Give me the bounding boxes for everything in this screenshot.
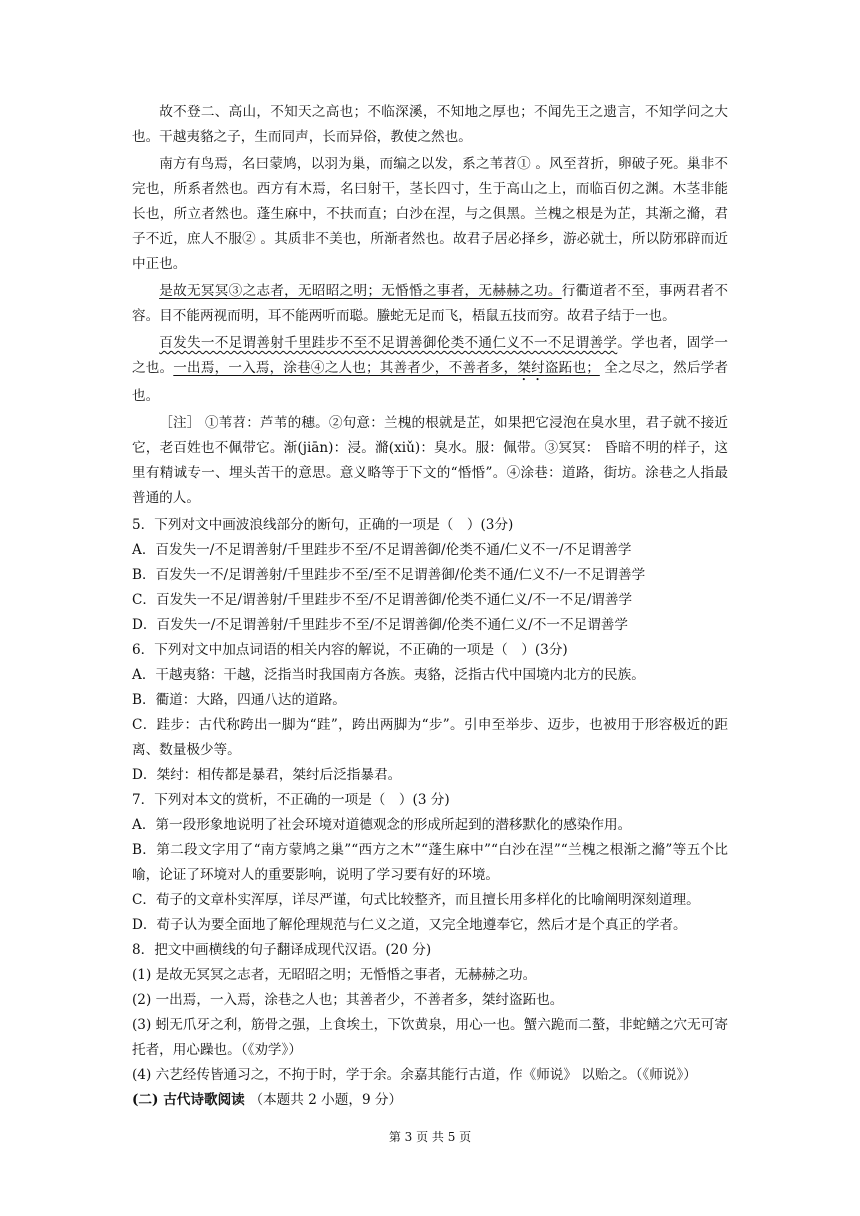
paragraph-3: [132, 279, 728, 329]
question-5-option-b: B．百发失一不/足谓善射/千里跬步不至/至不足谓善御/伦类不通/仁义不/一不足谓善学: [132, 567, 646, 583]
question-5-option-c: C．百发失一不足/谓善射/千里跬步不至/不足谓善御/伦类不通仁义/不一不足/谓善学: [132, 592, 633, 608]
paragraph-4-mid: 。学也者，固学一之也。: [132, 335, 729, 376]
underlined-sentence-2a: 一出焉，一入焉，涂巷④之人也；其善者少，不善者多，: [173, 360, 518, 376]
question-6-option-b: B．衢道：大路，四通八达的道路。: [132, 692, 346, 708]
section-note: （本题共 2 小题，9 分）: [249, 1092, 403, 1108]
page-content: [132, 100, 728, 1113]
section-title: (二) 古代诗歌阅读: [132, 1092, 245, 1108]
question-8-item-4: (4) 六艺经传皆通习之，不拘于时，学于余。余嘉其能行古道，作《师说》 以贻之。（《师说》）: [132, 1067, 697, 1083]
question-5-option-d: D．百发失一/不足谓善射/千里跬步不至/不足谓善御/伦类不通仁义/不一不足谓善学: [132, 617, 628, 633]
question-8-item-3: (3) 蚓无爪牙之利，筋骨之强，上食埃土，下饮黄泉，用心一也。蟹六跪而二螯，非蛇鳝之穴无可寄托者，用心躁也。（《劝学》）: [132, 1017, 728, 1058]
underlined-sentence-1: 是故无冥冥③之志者，无昭昭之明；无惛惛之事者，无赫赫之功。: [159, 283, 562, 299]
question-6-option-c: C．跬步：古代称跨出一脚为“跬”，跨出两脚为“步”。引申至举步、迈步，也被用于形容极近的距离、数量极少等。: [132, 717, 728, 758]
dotted-word-jiezhou: 桀纣: [517, 360, 545, 376]
paragraph-1: 故不登二、高山，不知天之高也；不临深溪，不知地之厚也；不闻先王之遗言，不知学问之大也。干越夷貉之子，生而同声，长而异俗，教使之然也。: [132, 104, 728, 145]
paragraph-2: 南方有鸟焉，名曰蒙鸠，以羽为巢，而编之以发，系之苇苕① 。风至苕折，卵破子死。巢非不完也，所系者然也。西方有木焉，名曰射干，茎长四寸，生于高山之上，而临百仞之渊。木茎非能长也，所立者然也。蓬生麻中，不扶而直；白沙在涅，与之俱黑。兰槐之根是为芷，其渐之滫，君子不近，庶人不服② 。其质非不美也，所渐者然也。故君子居必择乡，游必就士，所以防邪辟而近中正也。: [132, 156, 728, 272]
annotation-note: ［注］ ①苇苕：芦苇的穗。②句意：兰槐的根就是芷，如果把它浸泡在臭水里，君子就不接近它，老百姓也不佩带它。渐(jiān)：浸。滫(xiǔ)：臭水。服：佩带。③冥冥： 昏暗不明的样子，这里有精诚专一、埋头苦干的意思。意义略等于下文的“惛惛”。④涂巷：道路，街坊。涂巷之人指最普通的人。: [132, 415, 728, 506]
question-7-option-c: C．荀子的文章朴实浑厚，详尽严谨，句式比较整齐，而且擅长用多样化的比喻阐明深刻道理。: [132, 892, 700, 908]
question-7-option-b: B．第二段文字用了“南方蒙鸠之巢”“西方之木”“蓬生麻中”“白沙在涅”“兰槐之根渐之滫”等五个比喻，论证了环境对人的重要影响，说明了学习要有好的环境。: [132, 842, 728, 883]
question-8-stem: 8．把文中画横线的句子翻译成现代汉语。(20 分): [132, 942, 432, 958]
paragraph-3-rest: 行衢道者不至，事两君者不容。目不能两视而明，耳不能两听而聪。螣蛇无足而飞，梧鼠五技而穷。故君子结于一也。: [132, 283, 728, 324]
question-8-item-1: (1) 是故无冥冥之志者，无昭昭之明；无惛惛之事者，无赫赫之功。: [132, 967, 537, 983]
question-6-option-a: A．干越夷貉：干越，泛指当时我国南方各族。夷貉，泛指古代中国境内北方的民族。: [132, 667, 645, 683]
paragraph-4-rest: 全之尽之，然后学者也。: [132, 360, 729, 404]
page-footer: 第 3 页 共 5 页: [388, 1130, 472, 1144]
question-6-stem: 6．下列对文中加点词语的相关内容的解说，不正确的一项是（ ）(3分): [132, 642, 568, 658]
question-7-stem: 7．下列对本文的赏析，不正确的一项是（ ）(3 分): [132, 792, 450, 808]
question-6-option-d: D．桀纣：相传都是暴君，桀纣后泛指暴君。: [132, 767, 402, 783]
section-heading: [132, 1088, 728, 1113]
question-7-option-d: D．荀子认为要全面地了解伦理规范与仁义之道，又完全地遵奉它，然后才是个真正的学者。: [132, 917, 687, 933]
underlined-sentence-2b: 盗跖也；: [544, 360, 600, 376]
paragraph-4: [132, 331, 728, 409]
question-7-option-a: A．第一段形象地说明了社会环境对道德观念的形成所起到的潜移默化的感染作用。: [132, 817, 632, 833]
wavy-underlined-passage: 百发失一不足谓善射千里跬步不至不足谓善御伦类不通仁义不一不足谓善学: [159, 335, 618, 351]
question-8-item-2: (2) 一出焉，一入焉，涂巷之人也；其善者少，不善者多，桀纣盗跖也。: [132, 992, 564, 1008]
question-5-stem: 5．下列对文中画波浪线部分的断句，正确的一项是（ ）(3分): [132, 517, 514, 533]
question-5-option-a: A．百发失一/不足谓善射/千里跬步不至/不足谓善御/伦类不通/仁义不一/不足谓善学: [132, 542, 632, 558]
